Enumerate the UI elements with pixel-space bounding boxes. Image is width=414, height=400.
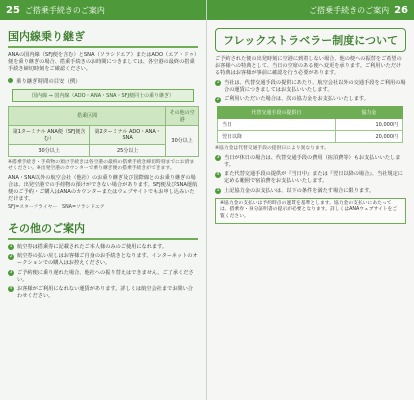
list-item <box>8 270 198 284</box>
list-item <box>8 244 198 251</box>
section-other-info-title: その他のご案内 <box>8 220 198 240</box>
left-page-header <box>0 0 206 20</box>
list-item <box>215 96 406 103</box>
list-item-text: ご利用いただいた場合は、次の協力金をお支払いいたします。 <box>224 96 369 103</box>
list-item-text: お客様がご利用になれない運賃があります。詳しくは航空会社までお問い合わせください。 <box>17 285 193 300</box>
table-row <box>218 131 403 143</box>
flex-traveler-title: フレックストラベラー制度について <box>215 28 406 52</box>
other-info-list <box>8 244 198 300</box>
right-page <box>207 0 414 400</box>
list-number: 1 <box>216 80 220 86</box>
list-item <box>215 171 406 185</box>
transfer-time-table <box>8 106 199 157</box>
list-item-text: 航空券の払い戻しはお客様ご自身のお手続きとなります。インターネットのオークションでの購入はお控えください。 <box>17 253 198 267</box>
right-page-header-title: ご搭乗手続きのご案内 <box>309 5 390 15</box>
table-header-other: その他の空港 <box>166 106 199 125</box>
list-number: 3 <box>9 270 13 276</box>
list-number: 3 <box>216 155 220 161</box>
table-cell-t2: 第2ターミナル ADO・ANA・SNA <box>90 125 166 144</box>
fee-note: ※協力金は代替交通手段の提供日により異なります。 <box>215 146 329 152</box>
bullet-icon <box>8 78 13 83</box>
list-item-text: 上記協力金のお支払いは、以下の条件を満たす場合に限ります。 <box>224 187 375 194</box>
list-number: 5 <box>216 188 220 194</box>
list-number: 4 <box>9 286 13 292</box>
list-number: 4 <box>216 171 220 177</box>
table-row <box>218 119 403 131</box>
left-page-number: 25 <box>6 4 20 16</box>
list-number: 2 <box>9 253 13 259</box>
list-item <box>215 188 406 195</box>
fee-header-date: 代替交通手段の提供日 <box>218 107 336 119</box>
list-number: 1 <box>9 244 13 250</box>
flex-traveler-intro: ご予約された便の出発時刻に空港に到着しない場合、他の便への振替をご希望のお客様への特典として、当日の空席のある便へ変更を承ります。ご利用いただける特典はお客様が事前に確認を行う必要があります。 <box>215 56 402 77</box>
list-item-text: 当社は、代替交通手段の提供にあたり、航空会社以外の交通手段をご利用の場合の運賃につきましてはお支払いいたします。 <box>224 79 406 93</box>
list-item-text: 航空券は搭乗券に記載されたご本人様のみのご使用になれます。 <box>17 243 168 250</box>
list-item <box>8 286 198 300</box>
table-cell-t1: 第1ターミナル ANA便（SFJ便含む） <box>9 125 90 144</box>
table-header-section: 搭乗区間 <box>9 106 166 125</box>
fee-cell-day: 翌日以降 <box>218 131 336 143</box>
right-page-header <box>207 0 414 20</box>
list-item-text: また代替交通手段の提供が『当日中』または『翌日以降の場合』、当社規定に定める範囲で宿泊費をお支払いいたします。 <box>224 171 403 185</box>
list-item <box>215 155 406 169</box>
table-cell-t2-time: 25分以上 <box>90 144 166 156</box>
airline-abbreviations: SFJ=スターフライヤー SNA=ソラシドエア <box>8 205 105 211</box>
compensation-table <box>217 106 403 143</box>
section-domestic-transfer-text: ANAの国内線（SFJ便を含む）とSNA（ソラシドエア）またはADO（エア・ドゥ）便を乗り継ぎの場合、搭乗手続きのお時間につきましては、各空港の最終の搭乗手続き締切時刻をご確認ください。 <box>8 52 197 73</box>
list-item <box>215 80 406 94</box>
section-domestic-transfer-title: 国内線乗り継ぎ <box>8 28 198 48</box>
transfer-time-subheading: 乗り継ぎ時間の目安（例） <box>8 77 198 85</box>
fee-cell-day: 当日 <box>218 119 336 131</box>
left-page-header-title: ご搭乗手続きのご案内 <box>24 5 105 15</box>
transfer-notes: ※搭乗手続き・手荷物の預け手続きは各空港の最終の搭乗手続き締切時刻までにお済ませください。※出発空港のカウンターで乗り継ぎ便の搭乗手続きができます。 <box>8 159 195 172</box>
fee-header-amount: 協力金 <box>335 107 402 119</box>
list-item-text: ご予約便に乗り遅れた場合、他社への振り替えはできません。ご了承ください。 <box>17 269 194 283</box>
fee-cell-amount: 20,000円 <box>335 131 402 143</box>
fee-cell-amount: 10,000円 <box>335 119 402 131</box>
list-item-text: 当日が休日の場合は、代替交通手段の費用（宿泊費等）もお支払いいたします。 <box>224 154 401 168</box>
list-item <box>8 253 198 267</box>
other-airline-text: ANA・SNA以外の航空会社（他社）のお乗り継ぎ及び国際線とのお乗り継ぎの場合は、出発空港での手荷物の預けができない場合があります。SFJ便及びSNA運航便のご予約・ご購入はANAのカウンターまたはウェブサイトでもお申し込みいただけます。 <box>8 174 198 203</box>
table-cell-other-time: 30分以上 <box>166 125 199 156</box>
transfer-flow-box: 国内線 ⇒ 国内線（ADO・ANA・SNA・SFJ便同士の乗り継ぎ） <box>12 89 194 102</box>
flex-traveler-list <box>215 80 406 104</box>
list-number: 2 <box>216 96 220 102</box>
right-page-number: 26 <box>394 4 408 16</box>
flex-traveler-list-2 <box>215 155 406 195</box>
table-cell-t1-time: 30分以上 <box>9 144 90 156</box>
conditions-note-box: ※協力金の支払いは予約時点の運賃を基準とします。協力金の支払いにあたっては、搭乗券・身分証明書の提示が必要となります。詳しくはANAウェブサイトをご覧ください。 <box>215 198 406 224</box>
